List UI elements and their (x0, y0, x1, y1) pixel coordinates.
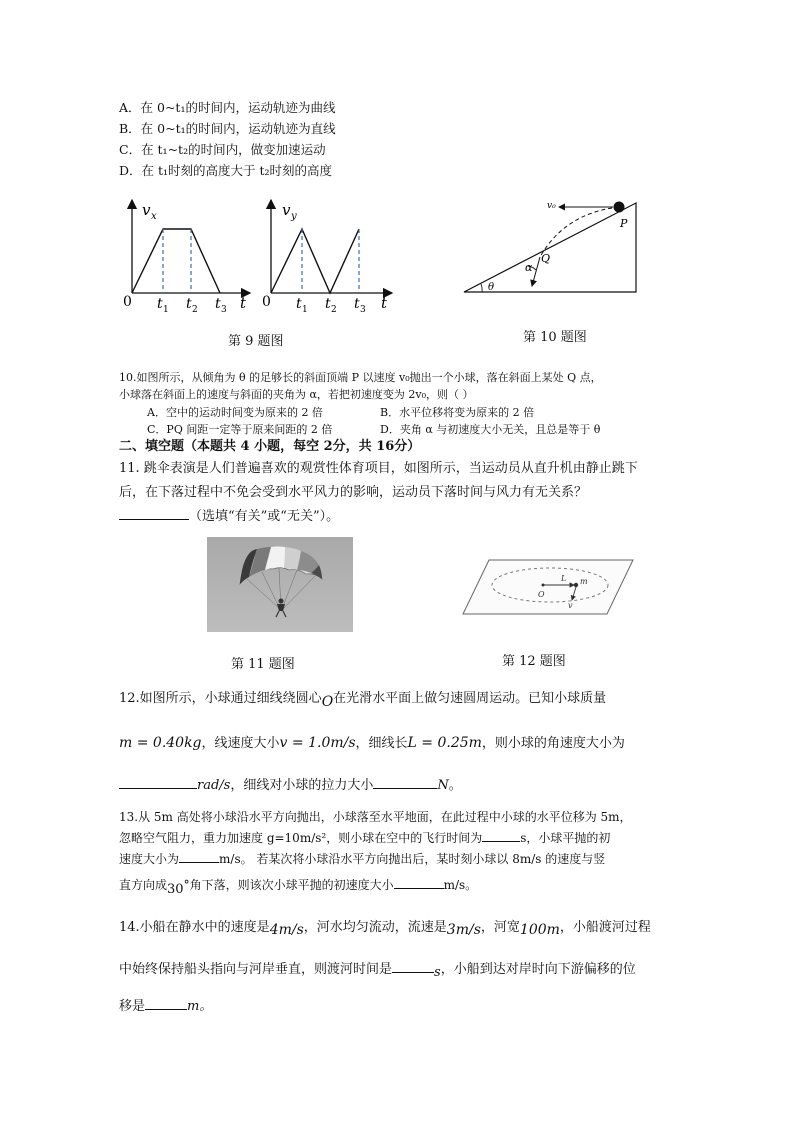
y-label: v (142, 201, 151, 219)
tick-t3: t (354, 296, 360, 312)
q13-line1: 13.从 5m 高处将小球沿水平方向抛出，小球落至水平地面，在此过程中小球的水平位移为 5m， (119, 810, 632, 824)
q12-caption: 第 12 题图 (502, 654, 566, 669)
vx-curve (132, 229, 220, 293)
theta-arc (481, 284, 482, 292)
q11-parachute-photo (207, 537, 353, 632)
origin-label: 0 (262, 294, 271, 310)
q11-answer-blank[interactable] (119, 506, 189, 520)
q11-line3 (119, 506, 339, 527)
tick-t2-sub: 2 (331, 305, 337, 315)
q14-text: 中始终保持船头指向与河岸垂直，则渡河时间是 (119, 962, 393, 977)
q13-line2 (119, 829, 610, 847)
tick-t1: t (157, 296, 163, 312)
q12-text: ，细线长 (355, 736, 408, 751)
l-label: L (561, 574, 567, 583)
alpha-label: α (525, 261, 533, 274)
q13-v0-blank[interactable] (394, 876, 444, 889)
q13-text: s，小球平抛的初 (520, 831, 611, 845)
q10-option-b: B．水平位移将变为原来的 2 倍 (380, 406, 535, 419)
incline-triangle (464, 203, 636, 292)
q12-text: 在光滑水平面上做匀速圆周运动。已知小球质量 (333, 691, 607, 706)
y-label: v (282, 201, 291, 219)
v0-label: v₀ (547, 201, 556, 211)
q12-text: 。 (448, 778, 462, 793)
q9-option-d: D．在 t₁时刻的高度大于 t₂时刻的高度 (119, 163, 333, 178)
q13-text: m/s。 (443, 878, 478, 892)
x-label: t (381, 294, 388, 312)
q11-caption: 第 11 题图 (231, 657, 295, 672)
q14-text: ，河水均匀流动，流速是 (303, 920, 447, 935)
tick-t2: t (325, 296, 331, 312)
q10-option-c: C．PQ 间距一定等于原来间距的 2 倍 (147, 423, 333, 436)
q13-line4 (119, 875, 477, 896)
q12-line2 (119, 733, 625, 754)
q10-caption: 第 10 题图 (523, 330, 587, 345)
q14-line2 (119, 959, 636, 980)
q11-line3-text: （选填“有关”或“无关”）。 (189, 509, 340, 524)
q10-option-d: D．夹角 α 与初速度大小无关，且总是等于 θ (380, 423, 601, 436)
q12-length: L = 0.25m (407, 735, 482, 751)
ball (574, 583, 578, 587)
q9-vx-graph (118, 195, 256, 315)
q10-stem-line2: 小球落在斜面上的速度与斜面的夹角为 α，若把初速度变为 2v₀，则（ ） (119, 388, 474, 401)
q14-water-speed: 3m/s (446, 922, 481, 938)
q14-text: 移是 (119, 999, 146, 1014)
q14-river-width: 100m (519, 922, 560, 938)
q12-speed: v = 1.0m/s (279, 735, 356, 751)
q9-option-b: B．在 0~t₁的时间内，运动轨迹为直线 (119, 121, 336, 136)
q12-unit-n: N (437, 778, 449, 793)
y-label-sub: x (151, 211, 157, 222)
q12-unit-rads: rad/s (197, 778, 231, 793)
q12-text: 12.如图所示，小球通过细线绕圆心 (119, 691, 322, 706)
q13-time-blank[interactable] (482, 829, 520, 842)
v-label: v (568, 601, 573, 610)
tick-t1-sub: 1 (163, 305, 169, 315)
tick-t2-sub: 2 (192, 305, 198, 315)
q13-text: 直方向成 (119, 878, 168, 892)
q13-text: 忽略空气阻力，重力加速度 g=10m/s²，则小球在空中的飞行时间为 (119, 831, 483, 845)
vy-curve (271, 229, 359, 293)
q14-text: ，小船渡河过程 (559, 920, 651, 935)
q13-text: 速度大小为 (119, 852, 180, 866)
tick-t1-sub: 1 (302, 305, 308, 315)
q14-drift-blank[interactable] (145, 996, 187, 1010)
q13-text: m/s。 若某次将小球沿水平方向抛出后，某时刻小球以 8m/s 的速度与竖 (219, 852, 606, 866)
q12-text: ，线速度大小 (201, 736, 280, 751)
q12-circle-figure (462, 556, 634, 618)
section2-heading: 二、填空题（本题共 4 小题，每空 2分，共 16分） (119, 439, 421, 454)
q10-option-a: A．空中的运动时间变为原来的 2 倍 (147, 406, 323, 419)
q12-mass: m = 0.40kg (119, 735, 202, 751)
x-label: t (240, 294, 247, 312)
q13-text: °角下落，则该次小球平抛的初速度大小 (183, 878, 394, 892)
q12-text: ，细线对小球的拉力大小 (230, 778, 374, 793)
velocity-arrow (532, 257, 540, 286)
theta-label: θ (488, 282, 495, 293)
q11-line2: 后，在下落过程中不免会受到水平风力的影响，运动员下落时间与风力有无关系？ (119, 485, 588, 500)
q9-option-c: C．在 t₁~t₂的时间内，做变加速运动 (119, 142, 326, 157)
tick-t2: t (186, 296, 192, 312)
q13-speed-blank[interactable] (179, 850, 219, 863)
q14-line3 (119, 996, 212, 1017)
q9-caption: 第 9 题图 (228, 334, 284, 349)
q14-text: 14.小船在静水中的速度是 (119, 920, 270, 935)
o-label: O (538, 590, 545, 599)
tick-t3: t (215, 296, 221, 312)
q14-unit-s: s (434, 965, 441, 980)
q14-boat-speed: 4m/s (269, 922, 304, 938)
q10-incline-figure (460, 195, 645, 300)
tick-t3-sub: 3 (221, 305, 227, 315)
q13-angle: 30 (167, 882, 184, 897)
q12-line3 (119, 775, 462, 796)
tick-t1: t (296, 296, 302, 312)
y-label-sub: y (291, 211, 297, 222)
q14-text: ，小船到达对岸时向下游偏移的位 (440, 962, 636, 977)
q12-force-blank[interactable] (373, 775, 437, 789)
q14-line1 (119, 917, 651, 938)
origin-label: 0 (123, 294, 132, 310)
q11-line1: 11. 跳伞表演是人们普遍喜欢的观赏性体育项目，如图所示，当运动员从直升机由静止跳下 (119, 461, 638, 476)
q13-line3 (119, 850, 605, 868)
m-label: m (580, 577, 588, 586)
q14-text: ，河宽 (480, 920, 520, 935)
tick-t3-sub: 3 (360, 305, 366, 315)
p-label: P (620, 217, 628, 230)
q9-vy-graph (258, 195, 398, 315)
q12-omega-blank[interactable] (119, 775, 197, 789)
q12-center-o: O (321, 694, 334, 710)
q12-text: ，则小球的角速度大小为 (481, 736, 625, 751)
q14-unit-m: m。 (187, 999, 213, 1014)
q12-line1 (119, 688, 606, 709)
q14-time-blank[interactable] (392, 959, 434, 973)
q9-option-a: A．在 0~t₁的时间内，运动轨迹为曲线 (119, 100, 336, 115)
q-label: Q (541, 252, 551, 265)
q10-stem-line1: 10.如图所示，从倾角为 θ 的足够长的斜面顶端 P 以速度 v₀抛出一个小球，落在斜面上某处 Q 点， (119, 371, 602, 384)
